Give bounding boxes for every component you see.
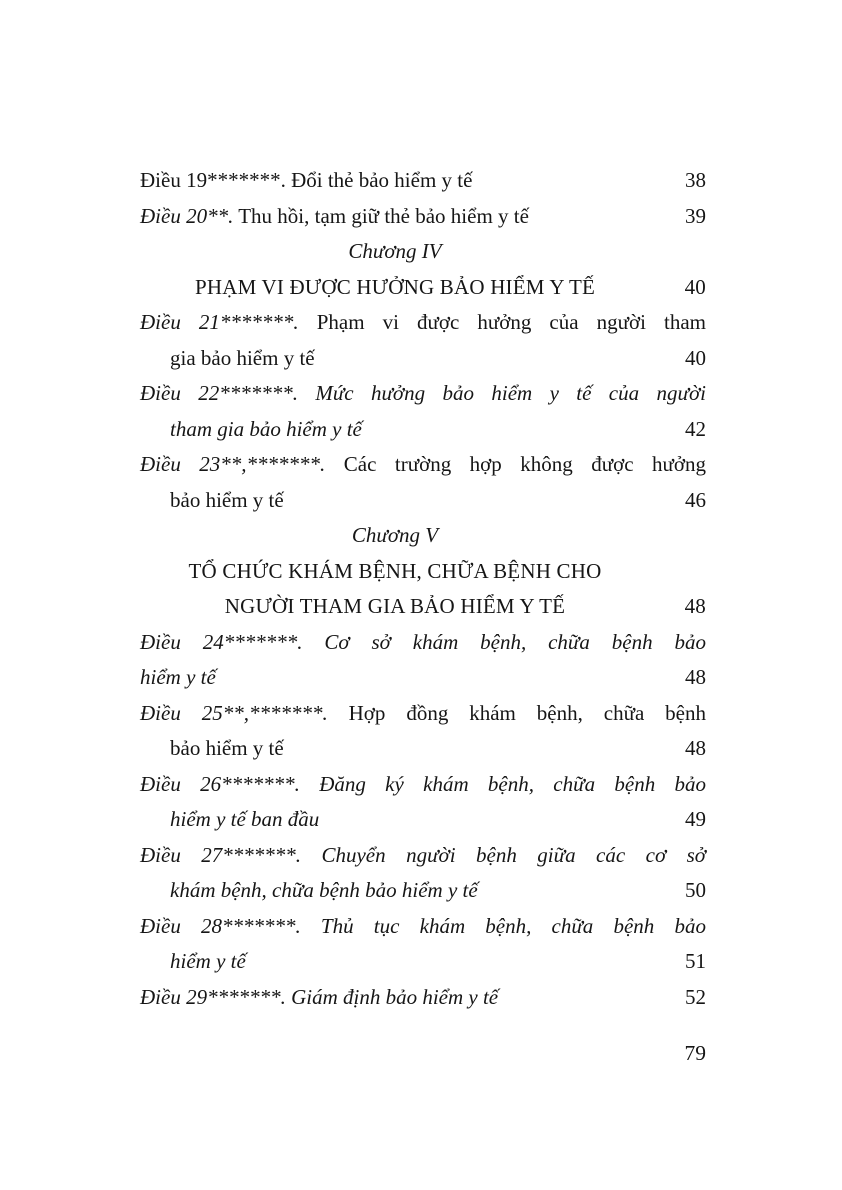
toc-text-segment: Mức hưởng bảo hiểm y tế của người: [297, 381, 706, 405]
toc-line-text: [140, 873, 706, 909]
toc-text-segment: Điều 21*******.: [140, 310, 299, 334]
toc-line-text: [140, 270, 706, 306]
toc-line-text: [140, 660, 706, 696]
page-number: 79: [684, 1041, 706, 1065]
toc-entry-chapter-title: [140, 270, 706, 306]
toc-entry-article: [140, 305, 706, 376]
toc-page-number: 49: [685, 807, 706, 831]
toc-line: [140, 802, 706, 838]
toc-line: [140, 838, 706, 874]
toc-line-text: [140, 305, 706, 341]
toc-text-segment: khám bệnh, chữa bệnh bảo hiểm y tế: [170, 878, 478, 902]
toc-page-number: 48: [684, 594, 706, 618]
toc-line-text: [140, 909, 706, 945]
toc-line-text: [140, 980, 706, 1016]
toc-entry-article: [140, 696, 706, 767]
toc-text-segment: Điều 23**,*******.: [140, 452, 326, 476]
toc-line: [140, 589, 706, 625]
toc-line: [140, 234, 706, 270]
toc-text-segment: gia bảo hiểm y tế: [170, 345, 315, 370]
toc-line-text: [140, 163, 706, 199]
toc-line: [140, 447, 706, 483]
toc-line-text: [140, 802, 706, 838]
toc-text-segment: tham gia bảo hiểm y tế: [170, 416, 362, 441]
toc-page-number: 40: [684, 274, 706, 299]
toc-line-text: [140, 199, 706, 235]
toc-entry-article: [140, 625, 706, 696]
toc-line-text: [140, 376, 706, 412]
toc-text-segment: Các trường hợp không được hưởng: [325, 452, 706, 476]
toc-text-segment: hiểm y tế: [170, 949, 246, 973]
toc-page-number: 46: [685, 487, 706, 512]
toc-text-segment: PHẠM VI ĐƯỢC HƯỞNG BẢO HIỂM Y TẾ: [194, 274, 596, 299]
toc-text-segment: Điều 26*******.: [140, 771, 300, 796]
toc-page-number: 42: [685, 416, 706, 441]
toc-line: [140, 341, 706, 377]
toc-text-segment: TỔ CHỨC KHÁM BỆNH, CHỮA BỆNH CHO: [188, 558, 602, 583]
toc-text-segment: Điều 27*******.: [140, 842, 302, 867]
toc-line: [140, 909, 706, 945]
toc-line: [140, 483, 706, 519]
toc-line: [140, 696, 706, 732]
toc-page-number: 39: [685, 203, 706, 228]
toc-line-text: [140, 731, 706, 767]
toc-text-segment: Chương IV: [348, 239, 442, 263]
toc-line-text: [140, 518, 706, 554]
toc-line-text: [140, 483, 706, 519]
toc-entry-article: [140, 980, 706, 1016]
toc-line: [140, 554, 706, 590]
toc-text-segment: bảo hiểm y tế: [170, 736, 284, 760]
toc-page-number: 48: [685, 736, 706, 760]
toc-line-text: [140, 447, 706, 483]
toc-line: [140, 376, 706, 412]
toc-text-segment: Điều 24*******.: [140, 629, 303, 654]
toc-text-segment: Thủ tục khám bệnh, chữa bệnh bảo: [300, 913, 706, 938]
toc-line-text: [140, 412, 706, 448]
toc-line-text: [140, 767, 706, 803]
toc-entry-chapter-label: [140, 518, 706, 554]
toc-text-segment: Giám định bảo hiểm y tế: [285, 984, 499, 1009]
toc-line: [140, 199, 706, 235]
toc-text-segment: hiểm y tế ban đầu: [170, 807, 320, 831]
toc-text-segment: Điều 28*******.: [140, 913, 301, 938]
toc-text-segment: Điều 19*******.: [140, 168, 286, 192]
toc-line-text: [140, 838, 706, 874]
toc-line: [140, 518, 706, 554]
toc-entry-article: [140, 838, 706, 909]
toc-page-number: 52: [685, 984, 706, 1009]
toc-entry-chapter-label: [140, 234, 706, 270]
toc-entry-article: [140, 376, 706, 447]
toc-line: [140, 873, 706, 909]
toc-line: [140, 163, 706, 199]
toc-text-segment: Cơ sở khám bệnh, chữa bệnh bảo: [302, 629, 706, 654]
toc-line: [140, 412, 706, 448]
toc-page-number: 38: [685, 168, 706, 192]
toc-line-text: [140, 341, 706, 377]
toc-text-segment: Thu hồi, tạm giữ thẻ bảo hiểm y tế: [233, 203, 529, 228]
toc-entry-chapter-title: [140, 554, 706, 625]
toc-entry-article: [140, 199, 706, 235]
toc-text-segment: Điều 20**.: [140, 203, 234, 228]
toc-entry-article: [140, 447, 706, 518]
toc-page-number: 50: [685, 878, 706, 902]
toc-text-segment: bảo hiểm y tế: [170, 487, 284, 512]
toc-text-segment: Chuyển người bệnh giữa các cơ sở: [301, 842, 706, 867]
toc-line: [140, 305, 706, 341]
toc-line-text: [140, 589, 706, 625]
toc-text-segment: hiểm y tế: [140, 665, 216, 689]
toc-page-number: 48: [685, 665, 706, 689]
toc-line-text: [140, 944, 706, 980]
toc-text-segment: Chương V: [351, 523, 439, 547]
toc-line: [140, 270, 706, 306]
toc-line-text: [140, 234, 706, 270]
toc-text-segment: Phạm vi được hưởng của người tham: [298, 310, 706, 334]
toc-text-segment: Điều 29*******.: [140, 984, 286, 1009]
toc-line: [140, 767, 706, 803]
toc-line-text: [140, 554, 706, 590]
toc-text-segment: Hợp đồng khám bệnh, chữa bệnh: [327, 700, 706, 725]
toc-text-segment: Đăng ký khám bệnh, chữa bệnh bảo: [299, 771, 706, 796]
toc-entry-article: [140, 767, 706, 838]
toc-text-segment: Đổi thẻ bảo hiểm y tế: [285, 168, 473, 192]
toc-text-segment: Điều 22*******.: [140, 381, 298, 405]
toc-line-text: [140, 625, 706, 661]
toc-line: [140, 625, 706, 661]
toc-line: [140, 980, 706, 1016]
toc-text-segment: Điều 25**,*******.: [140, 700, 328, 725]
toc-entry-article: [140, 163, 706, 199]
toc-page-number: 51: [685, 949, 706, 973]
toc-text-segment: NGƯỜI THAM GIA BẢO HIỂM Y TẾ: [224, 594, 566, 618]
toc-page-number: 40: [685, 345, 706, 370]
toc-line: [140, 660, 706, 696]
toc-line: [140, 944, 706, 980]
toc-line-text: [140, 696, 706, 732]
toc-line: [140, 731, 706, 767]
table-of-contents: [140, 163, 706, 1015]
toc-entry-article: [140, 909, 706, 980]
